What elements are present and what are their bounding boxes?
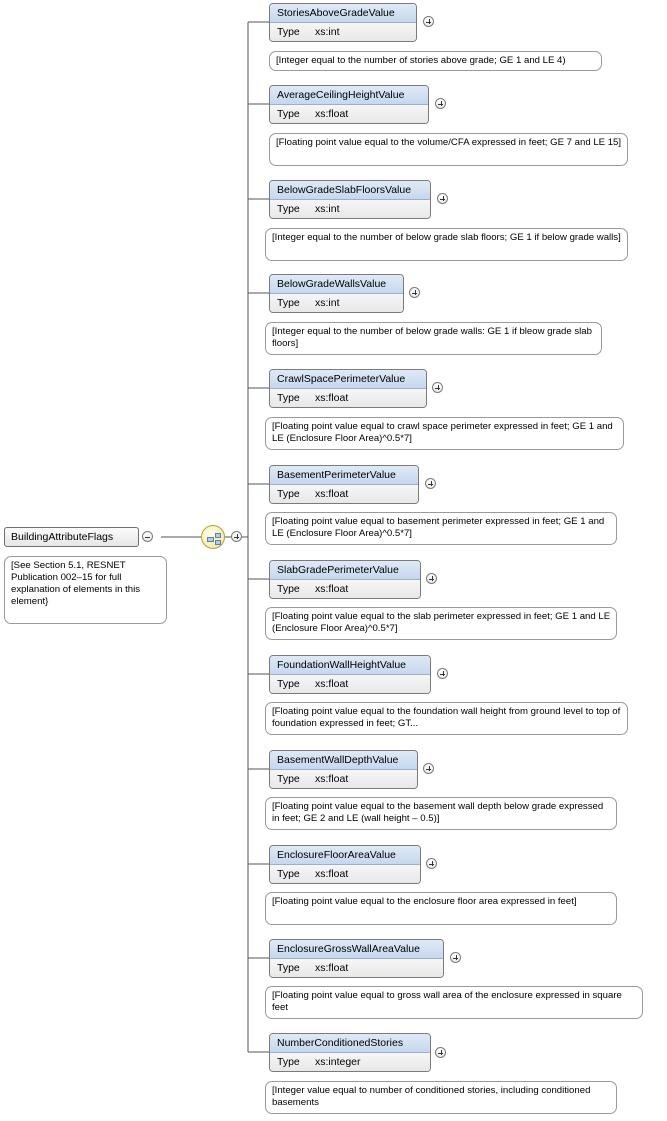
element-expand-toggle[interactable] [425, 478, 436, 489]
element-expand-toggle[interactable] [450, 952, 461, 963]
sequence-icon [201, 525, 225, 549]
type-label: Type [277, 392, 300, 404]
element-type [270, 580, 420, 598]
element-type [270, 865, 420, 883]
element-name: NumberConditionedStories [270, 1034, 430, 1053]
element-type [270, 294, 403, 312]
element-box[interactable] [269, 3, 417, 42]
element-expand-toggle[interactable] [435, 98, 446, 109]
element-type [270, 389, 426, 407]
root-element-name: BuildingAttributeFlags [5, 528, 138, 546]
type-label: Type [277, 108, 300, 120]
element-type [270, 675, 430, 693]
element-name: CrawlSpacePerimeterValue [270, 370, 426, 389]
element-expand-toggle[interactable] [423, 763, 434, 774]
element-box[interactable] [269, 274, 404, 313]
element-name: BasementPerimeterValue [270, 466, 418, 485]
element-annotation: [Floating point value equal to gross wall area of the enclosure expressed in square feet [265, 986, 643, 1019]
element-name: StoriesAboveGradeValue [270, 4, 416, 23]
element-annotation: [Floating point value equal to crawl space perimeter expressed in feet; GE 1 and LE (Enclosure Floor Area)^0.5*7] [265, 417, 624, 450]
element-name: FoundationWallHeightValue [270, 656, 430, 675]
element-box[interactable] [269, 560, 421, 599]
type-value: xs:float [315, 962, 349, 974]
type-label: Type [277, 1056, 300, 1068]
element-expand-toggle[interactable] [423, 16, 434, 27]
type-label: Type [277, 26, 300, 38]
element-annotation: [Integer value equal to number of conditioned stories, including conditioned basements [265, 1081, 617, 1114]
element-name: EnclosureFloorAreaValue [270, 846, 420, 865]
type-label: Type [277, 488, 300, 500]
element-box[interactable] [269, 845, 421, 884]
type-value: xs:int [315, 203, 340, 215]
element-type [270, 23, 416, 41]
element-expand-toggle[interactable] [426, 573, 437, 584]
element-expand-toggle[interactable] [437, 668, 448, 679]
element-box[interactable] [269, 85, 429, 124]
element-box[interactable] [269, 369, 427, 408]
element-type [270, 770, 417, 788]
element-annotation: [Floating point value equal to basement perimeter expressed in feet; GE 1 and LE (Enclosure Floor Area)^0.5*7] [265, 512, 617, 545]
element-name: AverageCeilingHeightValue [270, 86, 428, 105]
element-name: BelowGradeSlabFloorsValue [270, 181, 430, 200]
type-label: Type [277, 297, 300, 309]
element-name: SlabGradePerimeterValue [270, 561, 420, 580]
element-name: BasementWallDepthValue [270, 751, 417, 770]
element-annotation: [Floating point value equal to the slab perimeter expressed in feet; GE 1 and LE (Enclosure Floor Area)^0.5*7] [265, 607, 617, 640]
type-label: Type [277, 773, 300, 785]
type-label: Type [277, 203, 300, 215]
root-collapse-toggle[interactable] [142, 531, 153, 542]
element-type [270, 200, 430, 218]
element-annotation: [Integer equal to the number of stories above grade; GE 1 and LE 4) [269, 51, 602, 71]
element-annotation: [Integer equal to the number of below grade slab floors; GE 1 if below grade walls] [265, 228, 628, 261]
element-annotation: [Floating point value equal to the basement wall depth below grade expressed in feet; GE 2 and LE (wall height – 0.5)] [265, 797, 617, 830]
type-value: xs:int [315, 26, 340, 38]
element-box[interactable] [269, 750, 418, 789]
element-box[interactable] [269, 180, 431, 219]
type-value: xs:integer [315, 1056, 361, 1068]
element-expand-toggle[interactable] [426, 858, 437, 869]
type-value: xs:float [315, 583, 349, 595]
element-annotation: [Floating point value equal to the foundation wall height from ground level to top of foundation expressed in feet; GT... [265, 702, 628, 735]
element-name: BelowGradeWallsValue [270, 275, 403, 294]
element-box[interactable] [269, 465, 419, 504]
type-value: xs:float [315, 488, 349, 500]
element-name: EnclosureGrossWallAreaValue [270, 940, 443, 959]
type-label: Type [277, 868, 300, 880]
element-type [270, 105, 428, 123]
element-expand-toggle[interactable] [435, 1047, 446, 1058]
element-annotation: [Floating point value equal to the volume/CFA expressed in feet; GE 7 and LE 15] [269, 133, 628, 166]
type-value: xs:int [315, 297, 340, 309]
element-box[interactable] [269, 939, 444, 978]
root-annotation: [See Section 5.1, RESNET Publication 002–15 for full explanation of elements in this element} [4, 556, 167, 624]
element-box[interactable] [269, 1033, 431, 1072]
type-value: xs:float [315, 392, 349, 404]
sequence-expand-toggle[interactable] [231, 531, 242, 542]
element-expand-toggle[interactable] [437, 193, 448, 204]
type-value: xs:float [315, 108, 349, 120]
element-annotation: [Integer equal to the number of below grade walls: GE 1 if bleow grade slab floors] [265, 322, 602, 355]
element-expand-toggle[interactable] [432, 382, 443, 393]
type-value: xs:float [315, 678, 349, 690]
element-box[interactable] [269, 655, 431, 694]
type-label: Type [277, 583, 300, 595]
element-type [270, 485, 418, 503]
element-type [270, 1053, 430, 1071]
root-element-box[interactable] [4, 527, 139, 547]
element-type [270, 959, 443, 977]
element-annotation: [Floating point value equal to the enclosure floor area expressed in feet] [265, 892, 617, 925]
type-value: xs:float [315, 773, 349, 785]
element-expand-toggle[interactable] [409, 287, 420, 298]
type-label: Type [277, 678, 300, 690]
type-label: Type [277, 962, 300, 974]
type-value: xs:float [315, 868, 349, 880]
